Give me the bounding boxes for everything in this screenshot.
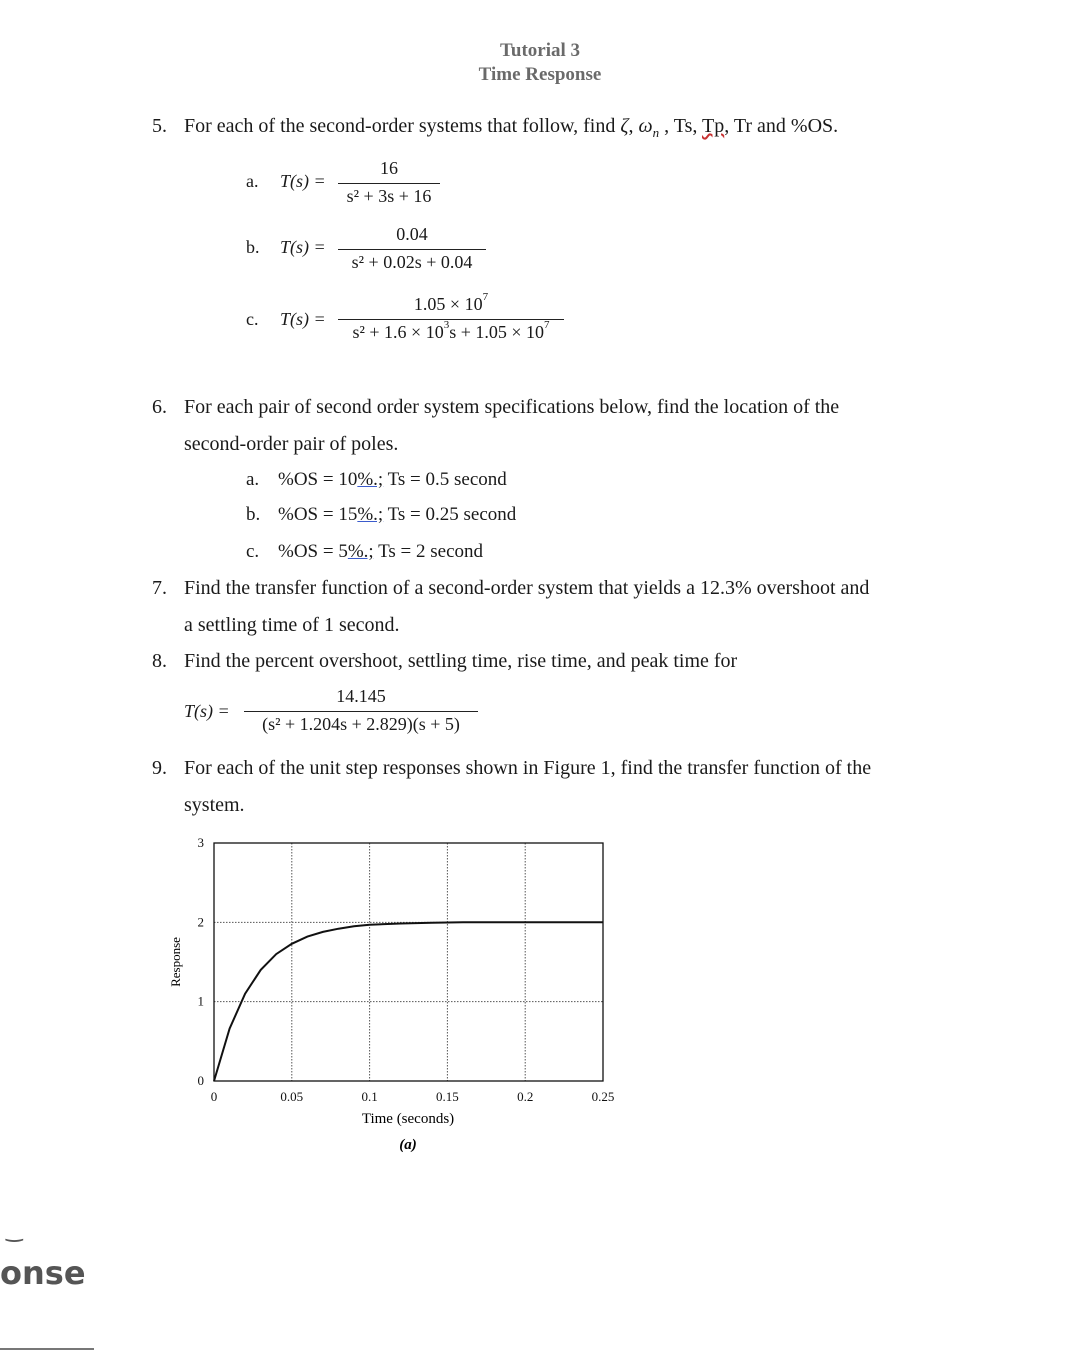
q5c-denominator bbox=[338, 320, 564, 343]
tutorial-title: Tutorial 3 bbox=[499, 40, 581, 61]
grammar-mark: %.; bbox=[357, 469, 384, 490]
q7-line1: Find the transfer function of a second-order system that yields a 12.3% overshoot and bbox=[184, 577, 870, 599]
q6b-spec bbox=[278, 504, 516, 526]
q5c-num-base: 1.05 × 10 bbox=[413, 294, 483, 314]
x-axis-label: Time (seconds) bbox=[361, 1111, 455, 1127]
y-tick-label: 3 bbox=[197, 835, 204, 850]
q5a-fraction bbox=[338, 158, 440, 207]
q9-line2: system. bbox=[184, 794, 245, 816]
q5b-label: b. bbox=[246, 237, 260, 257]
grammar-mark: %.; bbox=[347, 541, 374, 562]
q8-line1: Find the percent overshoot, settling time, rise time, and peak time for bbox=[184, 650, 738, 672]
x-tick-label: 0 bbox=[210, 1089, 218, 1104]
omega-symbol: ω bbox=[638, 115, 653, 137]
zeta-symbol: ζ bbox=[620, 115, 629, 137]
figure-caption: (a) bbox=[399, 1137, 417, 1153]
q6-line1: For each pair of second order system specifications below, find the location of the bbox=[184, 396, 840, 418]
q5-sep: , bbox=[628, 115, 639, 137]
q7-line2: a settling time of 1 second. bbox=[184, 614, 400, 636]
q6a-post: Ts = 0.5 second bbox=[383, 469, 507, 490]
q5c-den-a: s² + 1.6 × 10 bbox=[352, 322, 444, 342]
y-axis-label: Response bbox=[168, 937, 183, 987]
omega-subscript: n bbox=[652, 125, 660, 140]
q5c-lhs: T(s) = bbox=[280, 309, 326, 329]
q5b-fraction bbox=[338, 224, 486, 273]
q6a-spec bbox=[278, 469, 507, 491]
q6c-label: c. bbox=[246, 541, 260, 562]
q6b-pre: %OS = 15 bbox=[278, 504, 358, 525]
q6c-pre: %OS = 5 bbox=[278, 541, 348, 562]
y-tick-label: 0 bbox=[197, 1073, 204, 1088]
q5c-numerator bbox=[338, 291, 564, 319]
tp-spellcheck: Tp bbox=[702, 115, 725, 137]
x-tick-label: 0.1 bbox=[361, 1089, 378, 1104]
q5a-denominator: s² + 3s + 16 bbox=[346, 186, 432, 206]
q5-text bbox=[184, 115, 838, 141]
page-title: Time Response bbox=[478, 64, 602, 85]
q9-line1: For each of the unit step responses shown in Figure 1, find the transfer function of the bbox=[184, 757, 872, 779]
q5a-lhs: T(s) = bbox=[280, 171, 326, 191]
q5b-denominator: s² + 0.02s + 0.04 bbox=[351, 252, 473, 272]
y-tick-label: 2 bbox=[197, 914, 204, 930]
q9-number: 9. bbox=[152, 757, 167, 779]
y-tick-label: 1 bbox=[197, 993, 204, 1009]
q5-text-mid: , Ts, bbox=[659, 115, 702, 137]
q5a-numerator: 16 bbox=[380, 158, 398, 178]
q5a-label: a. bbox=[246, 171, 259, 191]
grammar-mark: %.; bbox=[357, 504, 384, 525]
q8-numerator: 14.145 bbox=[336, 686, 386, 706]
q5c-fraction bbox=[338, 291, 564, 343]
x-tick-label: 0.2 bbox=[517, 1089, 534, 1104]
q6c-post: Ts = 2 second bbox=[373, 541, 484, 562]
q5c-label: c. bbox=[246, 309, 259, 329]
q5c-den-b: s + 1.05 × 10 bbox=[449, 322, 545, 342]
q7-number: 7. bbox=[152, 577, 167, 599]
faded-glyph: ‿ bbox=[6, 1218, 23, 1242]
faded-page-fragment: onse bbox=[0, 1254, 86, 1292]
q5b-numerator: 0.04 bbox=[396, 224, 428, 244]
q5c-num-exp: 7 bbox=[482, 291, 489, 303]
q8-fraction bbox=[244, 686, 478, 735]
q5-number: 5. bbox=[152, 115, 167, 137]
q6b-label: b. bbox=[246, 504, 261, 525]
q5c-den-exp1: 3 bbox=[443, 319, 450, 331]
step-response-chart bbox=[150, 830, 650, 1160]
q5-text-start: For each of the second-order systems that follow, find bbox=[184, 115, 621, 137]
q6-number: 6. bbox=[152, 396, 167, 418]
q6-line2: second-order pair of poles. bbox=[184, 433, 399, 455]
q5-text-end: , Tr and %OS. bbox=[724, 115, 839, 137]
faded-rule bbox=[0, 1348, 94, 1350]
q8-denominator: (s² + 1.204s + 2.829)(s + 5) bbox=[262, 714, 460, 734]
q6c-spec bbox=[278, 541, 483, 563]
x-tick-label: 0.15 bbox=[436, 1089, 459, 1104]
x-tick-label: 0.25 bbox=[591, 1089, 615, 1104]
x-tick-label: 0.05 bbox=[280, 1089, 304, 1104]
plot-frame bbox=[214, 843, 603, 1081]
q5c-den-exp2: 7 bbox=[544, 319, 550, 331]
q5b-lhs: T(s) = bbox=[280, 237, 326, 257]
q6a-pre: %OS = 10 bbox=[278, 469, 358, 490]
q8-lhs: T(s) = bbox=[184, 701, 230, 721]
q8-number: 8. bbox=[152, 650, 167, 672]
q6b-post: Ts = 0.25 second bbox=[383, 504, 517, 525]
q6a-label: a. bbox=[246, 469, 260, 490]
